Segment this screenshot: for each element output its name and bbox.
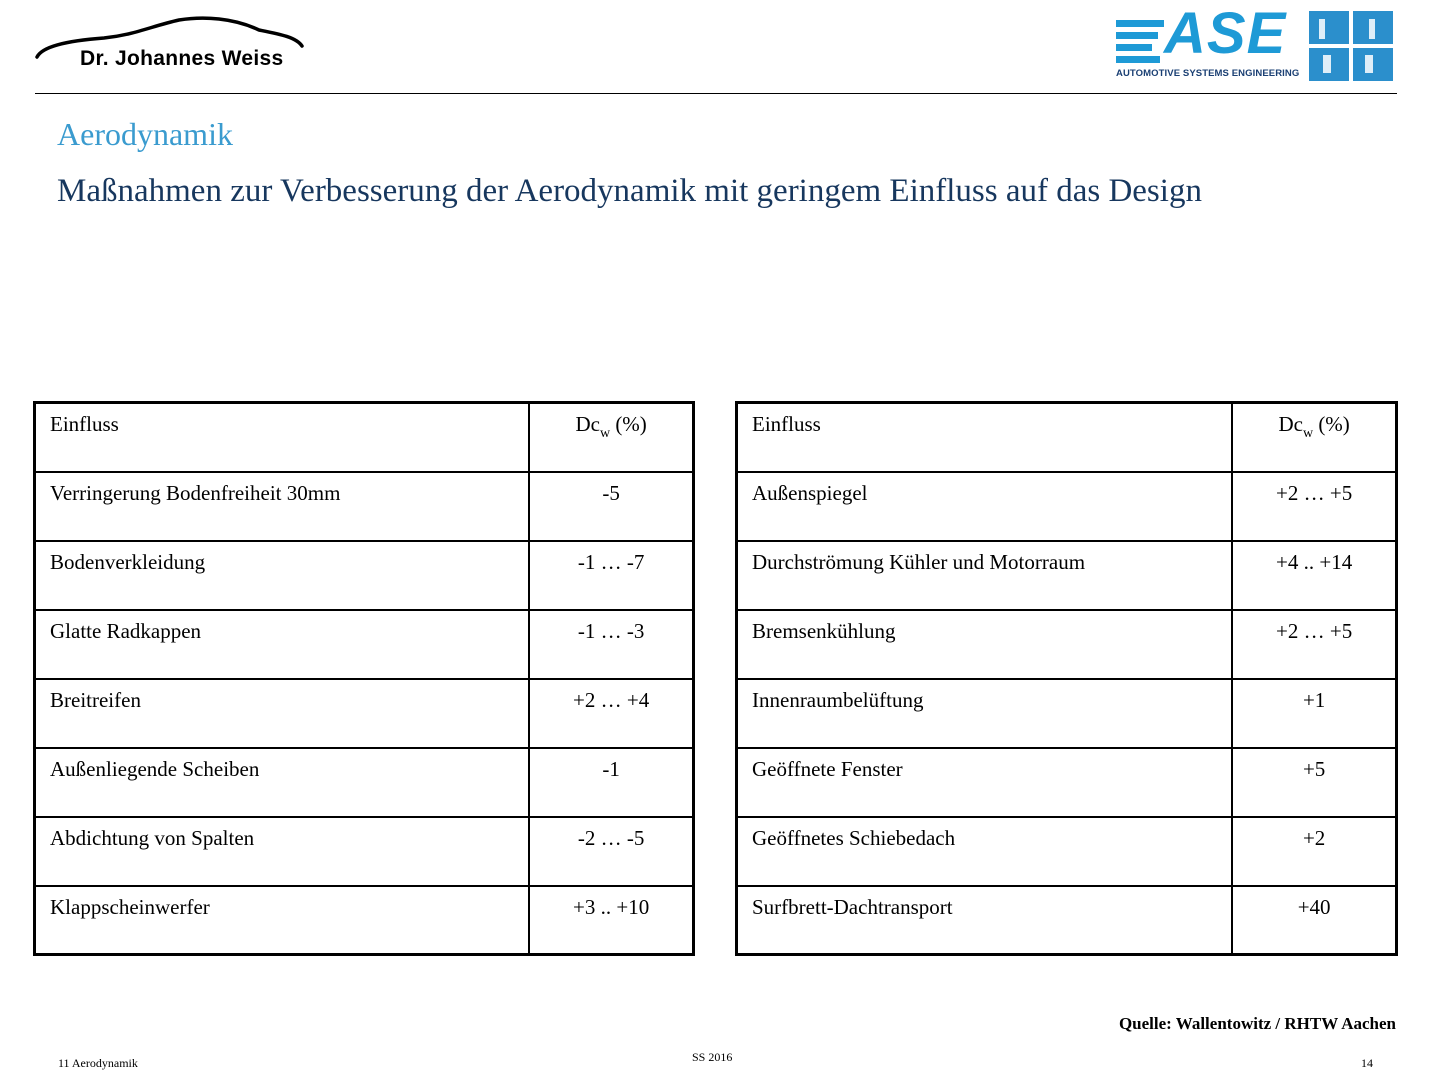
row-value: -2 … -5	[529, 817, 693, 886]
row-value: +3 .. +10	[529, 886, 693, 955]
row-label: Geöffnete Fenster	[737, 748, 1233, 817]
table-header-row	[737, 403, 1397, 472]
row-label: Bodenverkleidung	[35, 541, 530, 610]
row-label: Verringerung Bodenfreiheit 30mm	[35, 472, 530, 541]
row-value: -1	[529, 748, 693, 817]
row-label: Breitreifen	[35, 679, 530, 748]
row-value: +5	[1232, 748, 1396, 817]
dcw-subscript: w	[599, 426, 611, 441]
table-row	[35, 817, 694, 886]
row-label: Klappscheinwerfer	[35, 886, 530, 955]
row-label: Durchströmung Kühler und Motorraum	[737, 541, 1233, 610]
table-row	[737, 679, 1397, 748]
page-number: 14	[1361, 1056, 1373, 1070]
row-value: +2	[1232, 817, 1396, 886]
influence-table-left	[33, 401, 695, 956]
row-label: Surfbrett-Dachtransport	[737, 886, 1233, 955]
dcw-unit: (%)	[1313, 412, 1350, 436]
table-row	[35, 610, 694, 679]
row-value: -1 … -3	[529, 610, 693, 679]
table-header-row	[35, 403, 694, 472]
table-row	[737, 817, 1397, 886]
row-value: +2 … +5	[1232, 610, 1396, 679]
dcw-subscript: w	[1302, 426, 1314, 441]
table-row	[737, 472, 1397, 541]
row-value: +2 … +4	[529, 679, 693, 748]
ase-brand-name: ASE	[1164, 1, 1287, 66]
author-name: Dr. Johannes Weiss	[80, 47, 284, 70]
table-row	[35, 472, 694, 541]
ase-brand-subtitle: AUTOMOTIVE SYSTEMS ENGINEERING	[1116, 68, 1300, 79]
row-label: Bremsenkühlung	[737, 610, 1233, 679]
table-row	[35, 748, 694, 817]
row-value: +1	[1232, 679, 1396, 748]
row-label: Geöffnetes Schiebedach	[737, 817, 1233, 886]
dcw-symbol: Dc	[575, 412, 600, 436]
table-row	[737, 541, 1397, 610]
row-label: Außenspiegel	[737, 472, 1233, 541]
footer-chapter: 11 Aerodynamik	[58, 1056, 138, 1070]
table-row	[737, 886, 1397, 955]
source-citation: Quelle: Wallentowitz / RHTW Aachen	[1118, 1014, 1396, 1033]
slide-subtitle: Maßnahmen zur Verbesserung der Aerodynamik mit geringem Einfluss auf das Design	[57, 173, 1202, 209]
row-label: Glatte Radkappen	[35, 610, 530, 679]
row-value: +2 … +5	[1232, 472, 1396, 541]
influence-table-right	[735, 401, 1398, 956]
table-row	[35, 541, 694, 610]
row-value: +40	[1232, 886, 1396, 955]
row-label: Innenraumbelüftung	[737, 679, 1233, 748]
header-cell-influence: Einfluss	[737, 403, 1233, 472]
dcw-unit: (%)	[610, 412, 647, 436]
row-value: +4 .. +14	[1232, 541, 1396, 610]
car-silhouette-logo	[34, 14, 306, 78]
row-label: Außenliegende Scheiben	[35, 748, 530, 817]
row-value: -1 … -7	[529, 541, 693, 610]
table-row	[35, 886, 694, 955]
header-cell-dcw	[529, 403, 693, 472]
section-title: Aerodynamik	[57, 116, 233, 152]
table-row	[737, 748, 1397, 817]
table-row	[35, 679, 694, 748]
header-cell-dcw	[1232, 403, 1396, 472]
row-value: -5	[529, 472, 693, 541]
table-row	[737, 610, 1397, 679]
university-emblem-icon	[1309, 11, 1393, 81]
header-cell-influence: Einfluss	[35, 403, 530, 472]
row-label: Abdichtung von Spalten	[35, 817, 530, 886]
footer-semester: SS 2016	[692, 1050, 733, 1064]
header-divider	[35, 93, 1397, 94]
dcw-symbol: Dc	[1278, 412, 1303, 436]
